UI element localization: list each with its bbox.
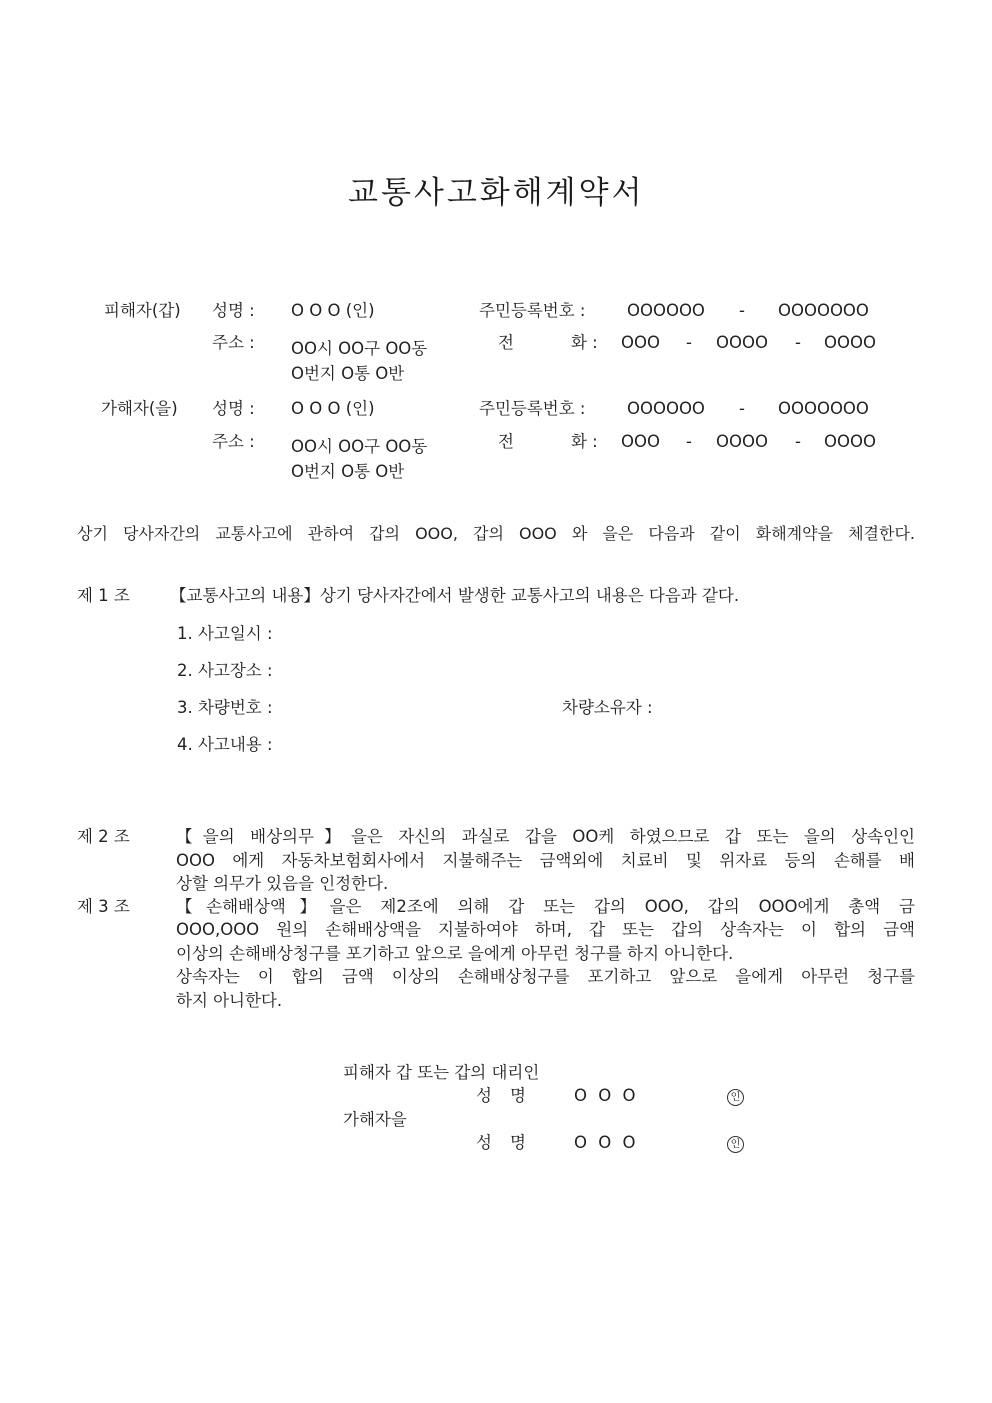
victim-name-value: O O O (인): [291, 301, 375, 320]
document-title: 교통사고화해계약서: [348, 175, 645, 211]
article-1-text: 【교통사고의 내용】상기 당사자간에서 발생한 교통사고의 내용은 다음과 같다.: [170, 586, 740, 605]
vehicle-owner-label: 차량소유자 :: [562, 698, 653, 717]
article-1-item-2: 2. 사고장소 :: [177, 661, 273, 680]
offender-signature-label: 가해자을: [343, 1110, 407, 1129]
victim-address-line1: OO시 OO구 OO동: [291, 339, 428, 358]
offender-phone-dash1: -: [686, 432, 692, 451]
victim-phone-part2: OOOO: [716, 333, 768, 352]
offender-phone-label-1: 전: [498, 432, 514, 451]
victim-rrn-part2: OOOOOOO: [778, 301, 869, 320]
article-3-line-3: 이상의 손해배상청구를 포기하고 앞으로 을에게 아무런 청구를 하지 아니한다.: [176, 944, 734, 963]
victim-address-label: 주소 :: [212, 333, 255, 352]
victim-sig-name-value: O O O: [574, 1086, 639, 1105]
seal-icon: 인: [727, 1089, 744, 1106]
offender-sig-name-value: O O O: [574, 1133, 639, 1152]
offender-rrn-part1: OOOOOO: [627, 399, 705, 418]
offender-phone-part1: OOO: [621, 432, 660, 451]
offender-address-label: 주소 :: [212, 432, 255, 451]
victim-rrn-dash: -: [739, 301, 745, 320]
victim-address-line2: O번지 O통 O반: [291, 364, 405, 383]
victim-name-label: 성명 :: [212, 301, 255, 320]
victim-phone-dash1: -: [686, 333, 692, 352]
offender-rrn-dash: -: [739, 399, 745, 418]
article-3-line-2: OOO,OOO 원의 손해배상액을 지불하여야 하며, 갑 또는 갑의 상속자는 이 합의 금액: [176, 920, 915, 939]
victim-phone-dash2: -: [795, 333, 801, 352]
article-1-item-4: 4. 사고내용 :: [177, 735, 273, 754]
victim-label: 피해자(갑): [104, 301, 181, 320]
offender-address-line2: O번지 O통 O반: [291, 462, 405, 481]
article-2-line-1: 【을의 배상의무】을은 자신의 과실로 갑을 OO케 하였으므로 갑 또는 을의 상속인인: [176, 827, 915, 846]
offender-phone-part2: OOOO: [716, 432, 768, 451]
offender-label: 가해자(을): [101, 399, 178, 418]
seal-icon: 인: [727, 1136, 744, 1153]
article-3-label: 제 3 조: [77, 897, 130, 916]
victim-rrn-label: 주민등록번호 :: [479, 301, 586, 320]
offender-phone-label-2: 화 :: [571, 432, 598, 451]
offender-rrn-part2: OOOOOOO: [778, 399, 869, 418]
offender-seal-stamp: [727, 1134, 744, 1153]
victim-phone-label-1: 전: [498, 333, 514, 352]
offender-name-label: 성명 :: [212, 399, 255, 418]
article-1-label: 제 1 조: [77, 586, 130, 605]
offender-phone-dash2: -: [795, 432, 801, 451]
article-3-line-1: 【손해배상액】을은 제2조에 의해 갑 또는 갑의 OOO, 갑의 OOO에게 총액 금: [176, 897, 915, 916]
victim-signature-label: 피해자 갑 또는 갑의 대리인: [343, 1063, 540, 1082]
article-2-line-3: 상할 의무가 있음을 인정한다.: [176, 874, 389, 893]
victim-sig-name-label-2: 명: [510, 1086, 526, 1105]
article-2-line-2: OOO 에게 자동차보험회사에서 지불해주는 금액외에 치료비 및 위자료 등의 손해를 배: [176, 851, 915, 870]
victim-sig-name-label-1: 성: [476, 1086, 492, 1105]
victim-seal-stamp: [727, 1087, 744, 1106]
article-1-item-1: 1. 사고일시 :: [177, 624, 273, 643]
offender-rrn-label: 주민등록번호 :: [479, 399, 586, 418]
offender-phone-part3: OOOO: [824, 432, 876, 451]
offender-sig-name-label-1: 성: [476, 1133, 492, 1152]
victim-phone-part3: OOOO: [824, 333, 876, 352]
victim-phone-part1: OOO: [621, 333, 660, 352]
offender-address-line1: OO시 OO구 OO동: [291, 437, 428, 456]
victim-phone-label-2: 화 :: [571, 333, 598, 352]
offender-sig-name-label-2: 명: [510, 1133, 526, 1152]
offender-name-value: O O O (인): [291, 399, 375, 418]
victim-rrn-part1: OOOOOO: [627, 301, 705, 320]
article-3-line-5: 하지 아니한다.: [176, 991, 283, 1010]
intro-paragraph: 상기 당사자간의 교통사고에 관하여 갑의 OOO, 갑의 OOO 와 을은 다음과 같이 화해계약을 체결한다.: [77, 524, 915, 543]
article-3-line-4: 상속자는 이 합의 금액 이상의 손해배상청구를 포기하고 앞으로 을에게 아무런 청구를: [176, 967, 915, 986]
article-2-label: 제 2 조: [77, 827, 130, 846]
article-1-item-3: 3. 차량번호 :: [177, 698, 273, 717]
